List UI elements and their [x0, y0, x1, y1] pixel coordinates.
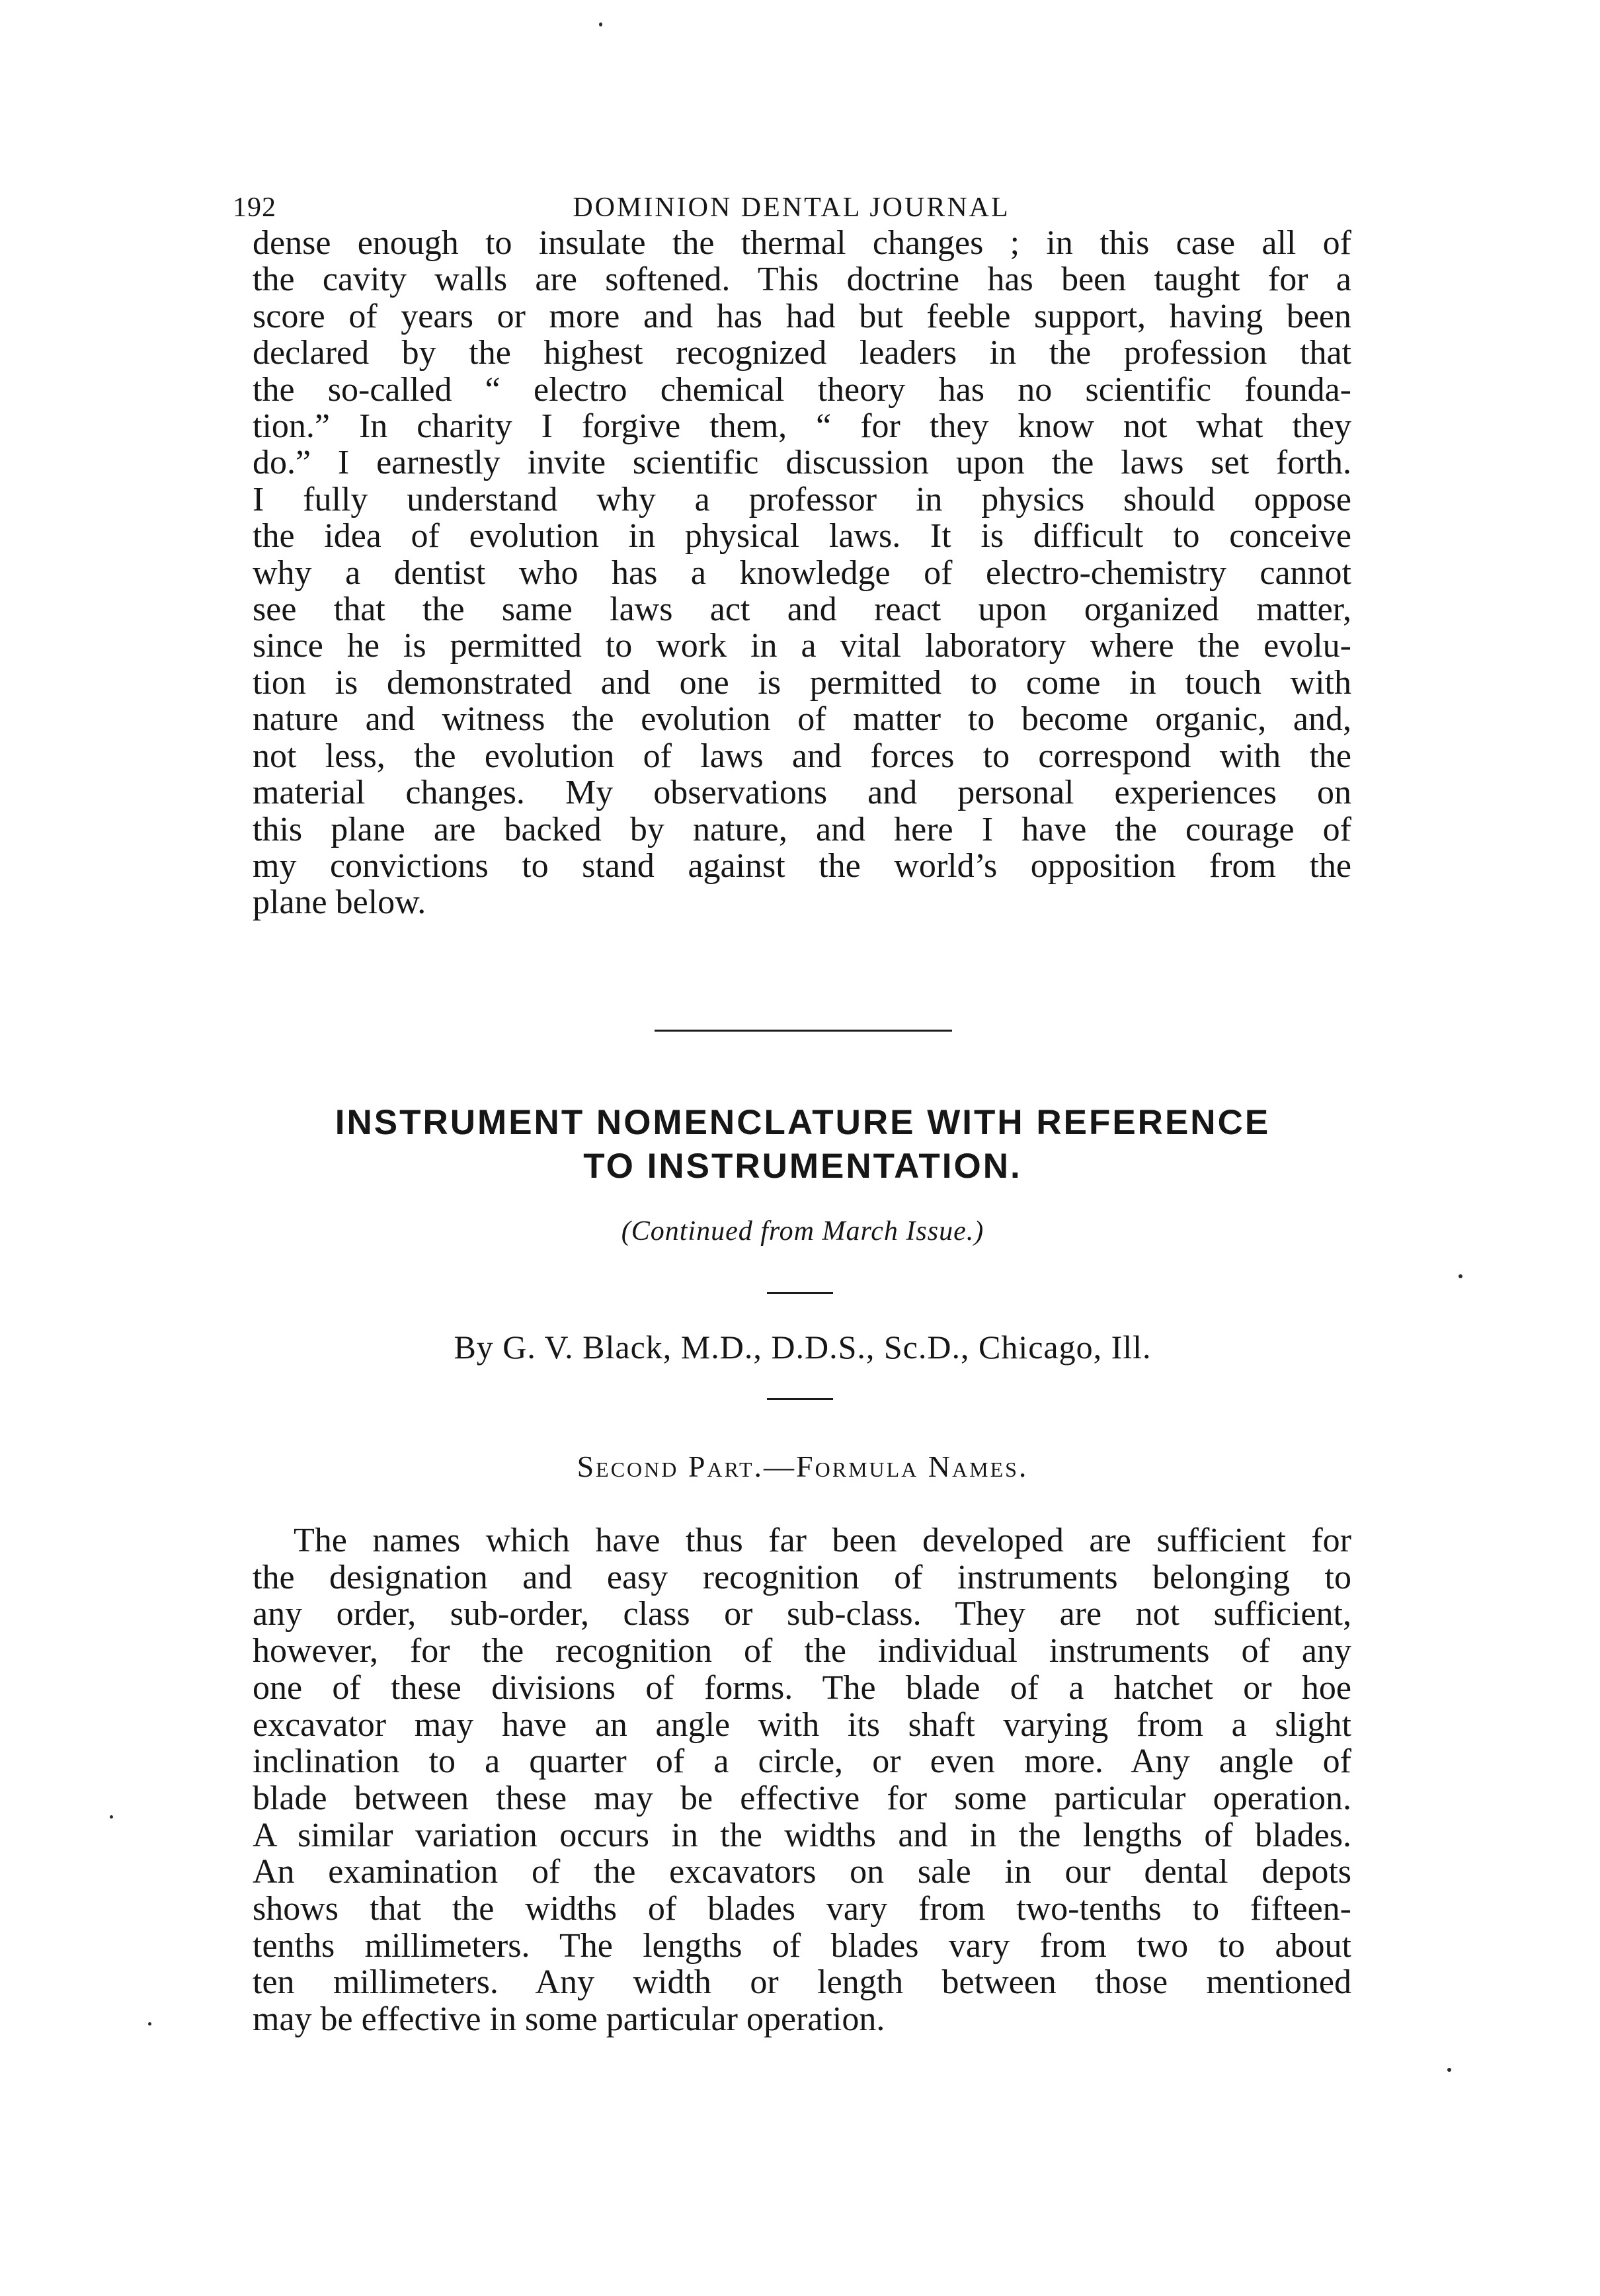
section-divider — [655, 1030, 952, 1032]
scan-speck — [1447, 2068, 1451, 2072]
continued-note: (Continued from March Issue.) — [621, 1216, 984, 1247]
continued-paragraph — [253, 225, 1351, 921]
text-line: any order, sub-order, class or sub-class. They are not sufficient, — [253, 1595, 1351, 1633]
text-line: tion.” In charity I forgive them, “ for they know not what they — [253, 407, 1351, 446]
short-rule — [767, 1292, 833, 1294]
text-line: declared by the highest recognized leaders in the profession that — [253, 334, 1351, 372]
text-line: An examination of the excavators on sale in our dental depots — [253, 1853, 1351, 1891]
text-line: I fully understand why a professor in physics should oppose — [253, 480, 1351, 518]
scan-speck — [148, 2022, 151, 2026]
journal-title: DOMINION DENTAL JOURNAL — [573, 192, 1010, 223]
text-line: The names which have thus far been developed are sufficient for — [294, 1522, 1351, 1559]
text-line: one of these divisions of forms. The blade of a hatchet or hoe — [253, 1668, 1351, 1707]
text-line: my convictions to stand against the world’s opposition from the — [253, 846, 1351, 885]
text-line: the cavity walls are softened. This doctrine has been taught for a — [253, 261, 1351, 299]
text-line: this plane are backed by nature, and here I have the courage of — [253, 810, 1351, 848]
text-line: material changes. My observations and personal experiences on — [253, 774, 1351, 812]
text-line: shows that the widths of blades vary from two-tenths to fifteen- — [253, 1890, 1351, 1928]
text-line: excavator may have an angle with its shaft varying from a slight — [253, 1705, 1351, 1744]
text-line: why a dentist who has a knowledge of electro-chemistry cannot — [253, 554, 1351, 592]
text-line: A similar variation occurs in the widths and in the lengths of blades. — [253, 1816, 1351, 1854]
text-line: inclination to a quarter of a circle, or even more. Any angle of — [253, 1742, 1351, 1781]
text-line: since he is permitted to work in a vital laboratory where the evolu- — [253, 627, 1351, 665]
text-line: see that the same laws act and react upon organized matter, — [253, 591, 1351, 629]
article-title — [251, 1101, 1354, 1188]
text-line: however, for the recognition of the individual instruments of any — [253, 1632, 1351, 1670]
short-rule — [767, 1398, 833, 1400]
text-line: plane below. — [253, 883, 426, 922]
article-title-line-1: INSTRUMENT NOMENCLATURE WITH REFERENCE — [335, 1103, 1271, 1142]
article-paragraph — [253, 1522, 1351, 2038]
text-line: blade between these may be effective for some particular operation. — [253, 1779, 1351, 1817]
scan-speck — [599, 22, 602, 26]
article-title-line-2: TO INSTRUMENTATION. — [583, 1147, 1022, 1186]
text-line: may be effective in some particular operation. — [253, 2000, 885, 2039]
text-line: ten millimeters. Any width or length between those mentioned — [253, 1963, 1351, 2002]
text-line: not less, the evolution of laws and forces to correspond with the — [253, 737, 1351, 775]
byline: By G. V. Black, M.D., D.D.S., Sc.D., Chicago, Ill. — [454, 1329, 1152, 1366]
text-line: dense enough to insulate the thermal changes ; in this case all of — [253, 224, 1351, 262]
scan-speck — [110, 1815, 113, 1819]
scan-speck — [1459, 1274, 1462, 1278]
text-line: tion is demonstrated and one is permitted to come in touch with — [253, 663, 1351, 702]
section-subheading: Second Part.—Formula Names. — [577, 1450, 1029, 1483]
text-line: tenths millimeters. The lengths of blades vary from two to about — [253, 1926, 1351, 1965]
text-line: the idea of evolution in physical laws. It is difficult to conceive — [253, 517, 1351, 555]
text-line: do.” I earnestly invite scientific discussion upon the laws set forth. — [253, 444, 1351, 482]
text-line: the so-called “ electro chemical theory has no scientific founda- — [253, 370, 1351, 409]
text-line: the designation and easy recognition of instruments belonging to — [253, 1558, 1351, 1596]
text-line: score of years or more and has had but feeble support, having been — [253, 297, 1351, 335]
text-line: nature and witness the evolution of matter to become organic, and, — [253, 700, 1351, 739]
page-number: 192 — [233, 192, 276, 223]
running-header — [233, 188, 1350, 227]
